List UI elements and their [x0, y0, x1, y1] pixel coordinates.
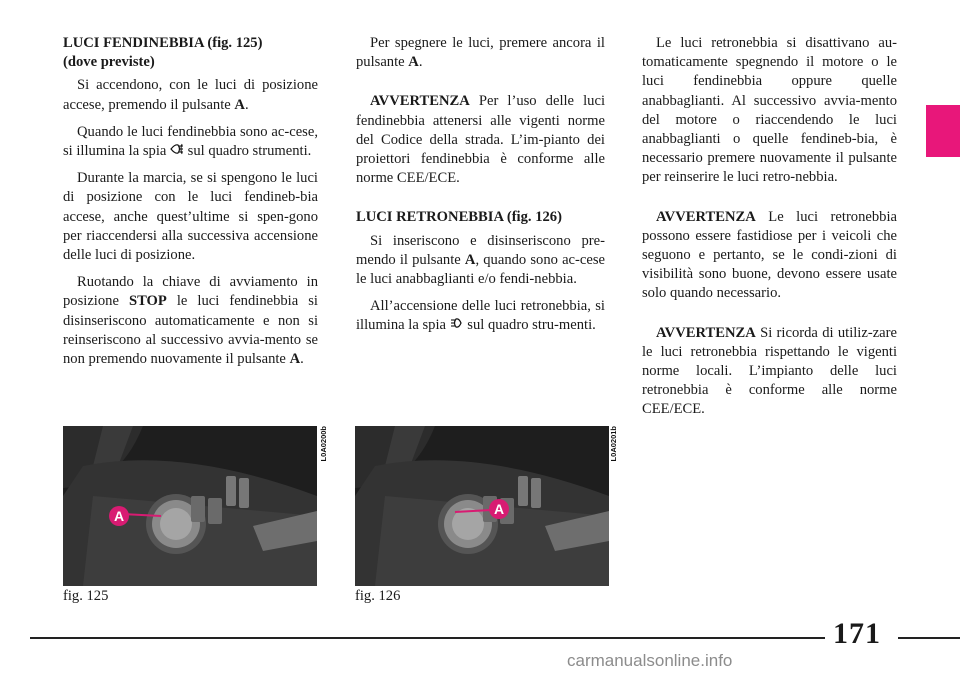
footer-rule [898, 637, 960, 639]
heading-rear-fog: LUCI RETRONEBBIA (fig. 126) [356, 209, 562, 226]
paragraph: Durante la marcia, se si spengono le luci di posizione con le luci fendineb-bia accese, anche quest’ultime si spen-gono per riaccendersi alla successiva accensione delle luci di posizione. [63, 170, 318, 264]
front-fog-lamp-icon [170, 144, 184, 159]
paragraph: Ruotando la chiave di avviamento in posizione STOP le luci fendinebbia si disinseriscono automaticamente e non si reinseriscono al successivo avvia-mento se non premendo nuovamente il pulsante A. [63, 274, 318, 368]
paragraph: Per spegnere le luci, premere ancora il pulsante A. [356, 35, 605, 71]
warning-paragraph: AVVERTENZA Si ricorda di utiliz-zare le luci retronebbia rispettando le vigenti norme locali. L’impianto delle luci retronebbia è conforme alle norme CEE/ECE. [642, 324, 897, 418]
column-3 [642, 34, 897, 428]
column-2 [356, 34, 605, 344]
figure-125-photo [63, 426, 317, 586]
heading-front-fog: LUCI FENDINEBBIA (fig. 125) (dove previste) [63, 35, 263, 71]
page-number: 171 [833, 617, 881, 650]
paragraph: Quando le luci fendinebbia sono ac-cese, si illumina la spia sul quadro strumenti. [63, 123, 318, 160]
paragraph: Le luci retronebbia si disattivano au-tomaticamente spegnendo il motore o le luci fendinebbia oppure quelle anabbaglianti. Al successivo avvia-mento del motore o riaccendendo le luci anabbaglianti o quelle fendineb-bia, è necessario premere nuovamente il pulsante per reinserire le luci retro-nebbia. [642, 35, 897, 186]
figure-caption: fig. 125 [63, 588, 109, 604]
rear-fog-lamp-icon [450, 318, 464, 333]
warning-paragraph: AVVERTENZA Le luci retronebbia possono essere fastidiose per i veicoli che seguono e pertanto, se le condi-zioni di visibilità sono buone, devono essere usate solo quando necessario. [642, 208, 897, 302]
callout-label-a: A [109, 506, 129, 526]
watermark: carmanualsonline.info [567, 651, 733, 670]
figure-code: L0A0200b [319, 426, 328, 462]
callout-label-a: A [489, 499, 509, 519]
figure-code: L0A0201b [609, 426, 618, 462]
paragraph: All’accensione delle luci retronebbia, si illumina la spia sul quadro stru-menti. [356, 298, 605, 334]
figure-126-photo [355, 426, 609, 586]
footer-rule [30, 637, 825, 639]
section-tab [926, 105, 960, 157]
warning-paragraph: AVVERTENZA Per l’uso delle luci fendinebbia attenersi alle vigenti norme del Codice della strada. L’im-pianto dei proiettori fendinebbia è conforme alle norme CEE/ECE. [356, 93, 605, 187]
column-1 [63, 34, 318, 377]
paragraph: Si accendono, con le luci di posizione accese, premendo il pulsante A. [63, 77, 318, 113]
figure-caption: fig. 126 [355, 588, 401, 604]
paragraph: Si inseriscono e disinseriscono pre-mendo il pulsante A, quando sono ac-cese le luci anabbaglianti e/o fendi-nebbia. [356, 232, 605, 288]
